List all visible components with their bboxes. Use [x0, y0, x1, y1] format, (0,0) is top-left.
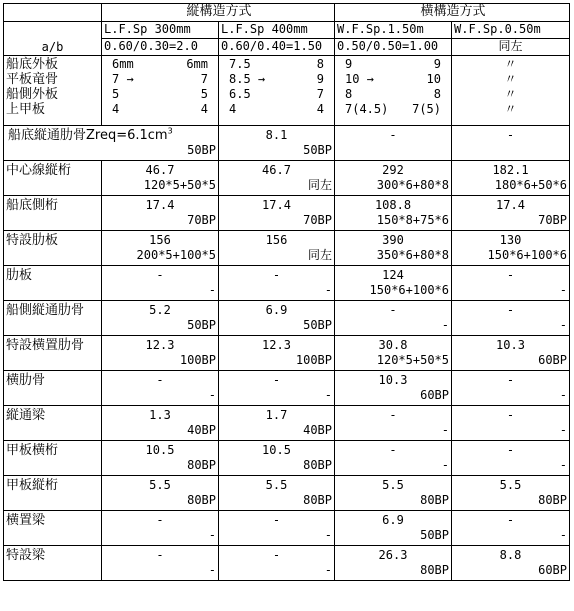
ab-value: 0.60/0.30=2.0	[102, 39, 219, 56]
corner-cell	[4, 4, 102, 22]
cell-spec: 70BP	[303, 213, 332, 227]
cell-spec: 50BP	[187, 318, 216, 332]
thickness-c2	[219, 56, 335, 126]
cell-spec: 80BP	[538, 493, 567, 507]
cell-value: 10.3	[496, 338, 525, 352]
cell-spec: 80BP	[420, 493, 449, 507]
row-label-text: 船側縦通肋骨	[6, 303, 85, 318]
thickness-to: 9	[316, 72, 324, 86]
cell-spec: 60BP	[538, 563, 567, 577]
row-label-text: 横肋骨	[6, 373, 46, 388]
cell-spec: 350*6+80*8	[376, 248, 449, 262]
cell-value: -	[506, 268, 515, 282]
cell-value: 17.4	[496, 198, 525, 212]
group-horizontal-header: 横構造方式	[335, 4, 570, 22]
table-row	[4, 476, 570, 511]
cell	[219, 266, 335, 301]
row-label	[4, 441, 102, 476]
row-label	[4, 301, 102, 336]
thickness-to: 7	[200, 72, 208, 86]
cell-spec: 80BP	[303, 458, 332, 472]
thickness-labels	[4, 56, 102, 126]
thickness-to: 4	[316, 102, 324, 116]
thickness-from: 4	[229, 102, 237, 116]
cell-value: -	[389, 408, 397, 422]
cell-value: -	[272, 373, 281, 387]
cell-value: 1.7	[265, 408, 288, 422]
cell-spec: -	[441, 318, 449, 332]
cell-spec: 100BP	[295, 353, 332, 367]
cell-value: 46.7	[262, 163, 291, 177]
cell-spec: -	[559, 283, 567, 297]
cell-value: 30.8	[378, 338, 408, 352]
cell-spec: 120*5+50*5	[143, 178, 216, 192]
cell-value: 17.4	[262, 198, 291, 212]
thickness-to: 8	[433, 87, 441, 101]
thickness-pair	[102, 87, 218, 102]
cell-spec: 40BP	[187, 423, 216, 437]
scantling-table	[3, 3, 570, 581]
cell	[219, 371, 335, 406]
cell	[102, 196, 219, 231]
cell	[452, 161, 570, 196]
cell	[219, 196, 335, 231]
cell-value: 10.5	[145, 443, 175, 457]
thickness-from: 9	[345, 57, 353, 71]
cell	[102, 266, 219, 301]
cell-spec: 70BP	[538, 213, 567, 227]
thickness-to: 10	[426, 72, 441, 86]
row-label-text: 中心線縦桁	[6, 163, 72, 178]
cell-spec: -	[559, 388, 567, 402]
thickness-pair	[219, 72, 334, 87]
zreq-label: 船底縦通肋骨Zreq=6.1cm	[8, 128, 168, 143]
row-label-text: 横置梁	[6, 513, 46, 528]
thickness-from: 6mm	[112, 57, 134, 71]
cell	[335, 196, 452, 231]
cell	[452, 371, 570, 406]
cell	[452, 476, 570, 511]
thickness-from: 8.5 →	[229, 72, 266, 86]
thickness-to: 5	[200, 87, 208, 101]
cell-value: 10.5	[262, 443, 291, 457]
thickness-to: 8	[316, 57, 324, 71]
row-label	[4, 196, 102, 231]
thickness-to: 9	[433, 57, 441, 71]
cell-value: -	[506, 128, 515, 142]
row-label	[4, 546, 102, 581]
cell-spec: -	[208, 563, 216, 577]
cell-value: 12.3	[145, 338, 175, 352]
thickness-pair	[219, 57, 334, 72]
cell-spec: 150*8+75*6	[376, 213, 449, 227]
cell	[102, 336, 219, 371]
table-row	[4, 371, 570, 406]
cell-spec: 150*6+100*6	[487, 248, 567, 262]
zreq-cell	[4, 126, 219, 161]
cell	[219, 161, 335, 196]
cell	[452, 231, 570, 266]
cell-value: 10.3	[378, 373, 408, 387]
thickness-from: 6.5	[229, 87, 251, 101]
table-row	[4, 511, 570, 546]
cell	[219, 301, 335, 336]
thickness-c1	[102, 56, 219, 126]
ditto-mark: 〃	[504, 102, 517, 116]
thickness-to: 4	[200, 102, 208, 116]
thickness-to: 7(5)	[412, 102, 441, 116]
thickness-from: 7 →	[112, 72, 134, 86]
table-row	[4, 266, 570, 301]
cell-spec: 300*6+80*8	[376, 178, 449, 192]
table-row	[4, 231, 570, 266]
cell-spec: 60BP	[538, 353, 567, 367]
cell-value: 130	[499, 233, 522, 247]
cell-spec: -	[559, 528, 567, 542]
table-row	[4, 196, 570, 231]
cell-value: -	[389, 128, 397, 142]
cell-spec: 200*5+100*5	[136, 248, 216, 262]
cell-value: -	[272, 268, 281, 282]
thickness-from: 4	[112, 102, 120, 116]
cell-value: 46.7	[145, 163, 175, 177]
cell-value: 124	[382, 268, 404, 282]
table-row	[4, 406, 570, 441]
cell-value: 5.2	[149, 303, 171, 317]
cell-spec: 80BP	[303, 493, 332, 507]
col-header: W.F.Sp.1.50m	[335, 22, 452, 39]
cell	[102, 161, 219, 196]
thickness-pair	[102, 57, 218, 72]
thickness-from: 8	[345, 87, 353, 101]
zreq-c2	[219, 126, 335, 161]
cell	[335, 371, 452, 406]
cell-spec: 80BP	[420, 563, 449, 577]
thickness-from: 5	[112, 87, 120, 101]
ab-value: 0.50/0.50=1.00	[335, 39, 452, 56]
row-label	[4, 336, 102, 371]
row-label-text: 甲板縦桁	[6, 478, 59, 493]
cell-value: 390	[382, 233, 404, 247]
cell	[219, 511, 335, 546]
cell	[219, 231, 335, 266]
cell-spec: 同左	[307, 248, 332, 262]
cell-spec: -	[441, 423, 449, 437]
cell-spec: -	[324, 528, 332, 542]
thickness-to: 7	[316, 87, 324, 101]
cell	[452, 336, 570, 371]
thickness-label: 平板竜骨	[6, 72, 59, 87]
cell-spec: -	[324, 388, 332, 402]
cell	[219, 476, 335, 511]
cell-spec: 80BP	[187, 458, 216, 472]
cell-spec: 70BP	[187, 213, 216, 227]
thickness-pair	[102, 102, 218, 117]
cell	[452, 441, 570, 476]
cell-spec: 50BP	[420, 528, 449, 542]
cell-value: 8.1	[265, 128, 288, 142]
thickness-c3	[335, 56, 452, 126]
row-label-text: 特設梁	[6, 548, 46, 563]
cell	[335, 511, 452, 546]
col-header: L.F.Sp 400mm	[219, 22, 335, 39]
row-label-text: 肋板	[6, 268, 33, 283]
thickness-label: 船側外板	[6, 87, 59, 102]
cell-value: -	[156, 513, 164, 527]
cell-spec: -	[324, 283, 332, 297]
table-row	[4, 441, 570, 476]
cell-value: -	[156, 548, 164, 562]
table-row	[4, 336, 570, 371]
cell-value: -	[506, 373, 515, 387]
cell	[335, 476, 452, 511]
thickness-pair	[335, 102, 451, 117]
cell	[219, 441, 335, 476]
cell	[219, 546, 335, 581]
cell-spec: -	[324, 563, 332, 577]
cell-value: -	[506, 443, 515, 457]
cell	[335, 406, 452, 441]
cell-spec: 同左	[307, 178, 332, 192]
cell-value: 156	[149, 233, 171, 247]
cell-value: -	[272, 548, 281, 562]
row-label-text: 船底側桁	[6, 198, 59, 213]
cell-spec: 100BP	[179, 353, 216, 367]
cell-spec: -	[559, 318, 567, 332]
cell-value: 26.3	[378, 548, 408, 562]
col-header: L.F.Sp 300mm	[102, 22, 219, 39]
ditto-mark: 〃	[504, 87, 517, 101]
thickness-c4	[452, 56, 570, 126]
cell	[102, 476, 219, 511]
cell-value: 8.8	[499, 548, 522, 562]
cell-spec: -	[559, 423, 567, 437]
cell-value: 5.5	[382, 478, 404, 492]
cell-value: -	[506, 513, 515, 527]
thickness-pair	[335, 57, 451, 72]
cell	[335, 231, 452, 266]
cell-value: -	[156, 268, 164, 282]
cell	[102, 441, 219, 476]
row-label	[4, 371, 102, 406]
ab-value: 同左	[452, 39, 570, 56]
zreq-sup: 3	[167, 126, 173, 136]
cell	[335, 301, 452, 336]
cell-spec: -	[208, 388, 216, 402]
cell	[102, 301, 219, 336]
ab-value: 0.60/0.40=1.50	[219, 39, 335, 56]
cell	[452, 301, 570, 336]
cell-spec: 50BP	[303, 318, 332, 332]
table-row	[4, 546, 570, 581]
cell-spec: 50BP	[303, 143, 332, 157]
thickness-to: 6mm	[186, 57, 208, 71]
cell	[335, 161, 452, 196]
row-label-text: 特設横置肋骨	[6, 338, 85, 353]
cell	[219, 406, 335, 441]
cell-spec: -	[559, 458, 567, 472]
cell-value: -	[389, 443, 397, 457]
row-label-text: 縦通梁	[6, 408, 46, 423]
cell-value: 108.8	[374, 198, 412, 212]
zreq-c3	[335, 126, 452, 161]
thickness-from: 7.5	[229, 57, 251, 71]
thickness-from: 10 →	[345, 72, 374, 86]
cell	[335, 336, 452, 371]
cell	[335, 266, 452, 301]
thickness-pair	[102, 72, 218, 87]
cell-spec: 80BP	[187, 493, 216, 507]
cell	[102, 371, 219, 406]
cell-value: 182.1	[492, 163, 529, 177]
cell-value: 17.4	[145, 198, 175, 212]
row-label-text: 甲板横桁	[6, 443, 59, 458]
row-label-text: 特設肋板	[6, 233, 59, 248]
row-label	[4, 231, 102, 266]
cell	[452, 266, 570, 301]
table-row	[4, 161, 570, 196]
cell	[452, 406, 570, 441]
ab-label: a/b	[4, 22, 102, 56]
cell-spec: -	[208, 283, 216, 297]
cell-value: 6.9	[265, 303, 288, 317]
table-row	[4, 301, 570, 336]
zreq-c4	[452, 126, 570, 161]
cell-spec: -	[208, 528, 216, 542]
cell	[335, 441, 452, 476]
cell	[102, 231, 219, 266]
cell-value: 5.5	[499, 478, 522, 492]
cell	[102, 546, 219, 581]
cell-spec: 150*6+100*6	[369, 283, 449, 297]
row-label	[4, 266, 102, 301]
thickness-pair	[335, 72, 451, 87]
cell-value: 156	[265, 233, 288, 247]
row-label	[4, 406, 102, 441]
cell-value: 1.3	[149, 408, 171, 422]
cell-spec: 120*5+50*5	[376, 353, 449, 367]
zreq-c1-bp: 50BP	[187, 143, 216, 157]
cell-value: 12.3	[262, 338, 291, 352]
cell-spec: 40BP	[303, 423, 332, 437]
cell	[452, 196, 570, 231]
col-header: W.F.Sp.0.50m	[452, 22, 570, 39]
cell-value: -	[389, 303, 397, 317]
thickness-label: 上甲板	[6, 102, 46, 117]
cell-value: 5.5	[265, 478, 288, 492]
cell-value: 292	[382, 163, 404, 177]
cell	[452, 511, 570, 546]
thickness-pair	[219, 102, 334, 117]
thickness-pair	[335, 87, 451, 102]
cell	[335, 546, 452, 581]
cell-value: -	[156, 373, 164, 387]
thickness-from: 7(4.5)	[345, 102, 389, 116]
row-label	[4, 161, 102, 196]
row-label	[4, 511, 102, 546]
cell-value: -	[506, 303, 515, 317]
cell-spec: -	[441, 458, 449, 472]
cell	[102, 406, 219, 441]
cell	[102, 511, 219, 546]
cell-spec: 60BP	[420, 388, 449, 402]
thickness-label: 船底外板	[6, 57, 59, 72]
cell-value: -	[506, 408, 515, 422]
cell-spec: 180*6+50*6	[494, 178, 567, 192]
cell-value: -	[272, 513, 281, 527]
cell	[452, 546, 570, 581]
group-vertical-header: 縦構造方式	[102, 4, 335, 22]
row-label	[4, 476, 102, 511]
cell-value: 5.5	[149, 478, 171, 492]
cell-value: 6.9	[382, 513, 404, 527]
ditto-mark: 〃	[504, 72, 517, 86]
cell	[219, 336, 335, 371]
ditto-mark: 〃	[504, 57, 517, 71]
thickness-pair	[219, 87, 334, 102]
